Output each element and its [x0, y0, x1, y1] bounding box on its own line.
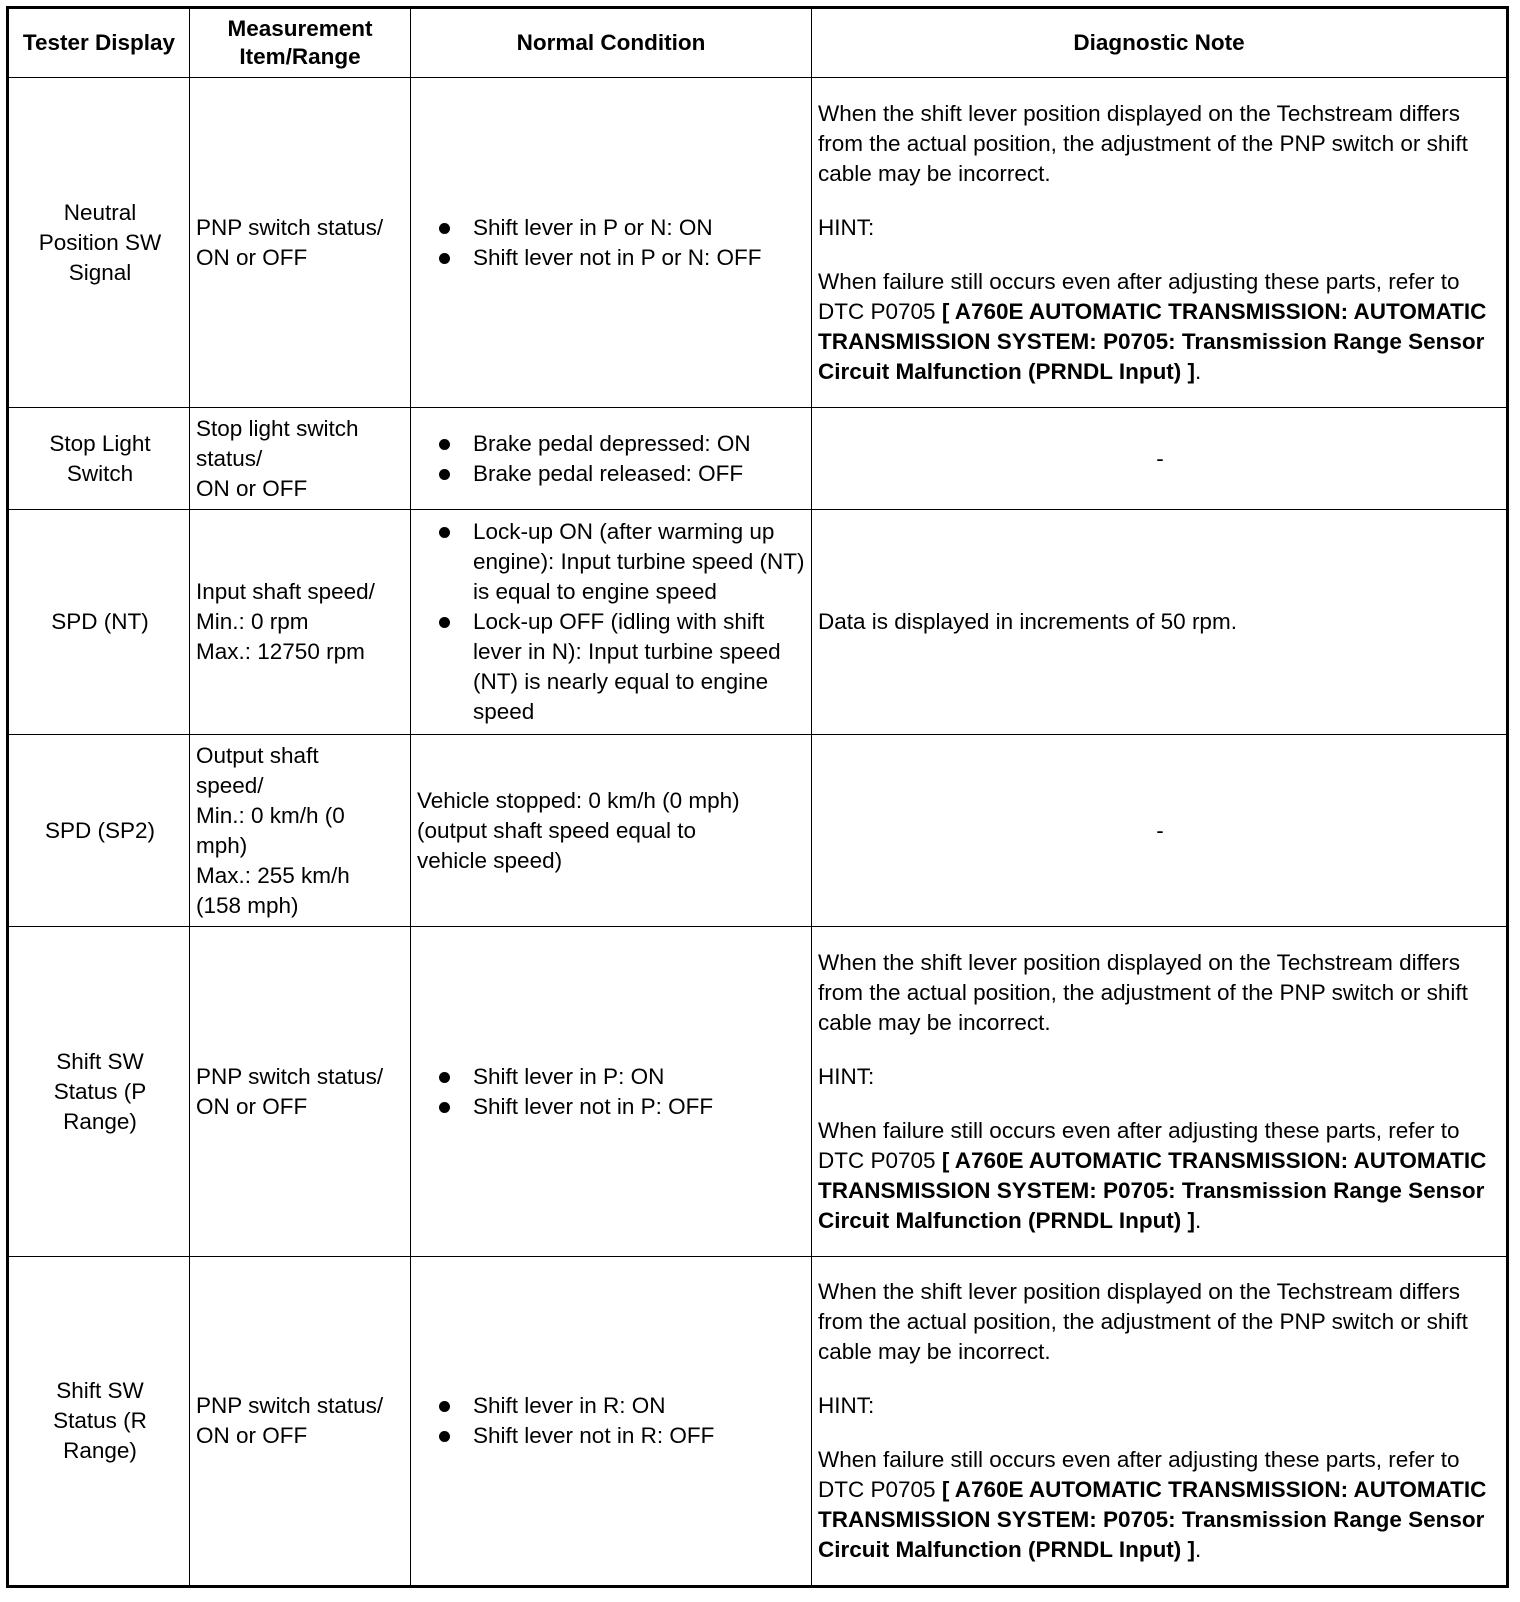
note-paragraph: When the shift lever position displayed on the Techstream differs from the actual position, the adjustment of the PNP switch or shift cable may be incorrect.	[818, 100, 1468, 186]
diagnostic-note-cell: -	[812, 408, 1508, 510]
header-measurement-item-range: Measurement Item/Range	[190, 8, 411, 78]
bullet-icon	[439, 469, 450, 480]
tester-display-cell: SPD (NT)	[8, 510, 190, 735]
condition-item: Shift lever in P: ON	[417, 1062, 807, 1092]
bullet-icon	[439, 223, 450, 234]
tester-display-cell: Shift SW Status (P Range)	[8, 927, 190, 1257]
table-row	[8, 927, 1508, 1257]
condition-item: Shift lever not in R: OFF	[417, 1421, 807, 1451]
condition-item: Lock-up ON (after warming up engine): Input turbine speed (NT) is equal to engine speed	[417, 517, 807, 607]
bullet-icon	[439, 1072, 450, 1083]
bullet-icon	[439, 253, 450, 264]
normal-condition-cell	[411, 1257, 812, 1587]
bullet-icon	[439, 439, 450, 450]
hint-label: HINT:	[818, 1063, 875, 1089]
table-row	[8, 408, 1508, 510]
measurement-cell: PNP switch status/ ON or OFF	[190, 78, 411, 408]
table-row	[8, 78, 1508, 408]
normal-condition-cell	[411, 408, 812, 510]
header-diagnostic-note: Diagnostic Note	[812, 8, 1508, 78]
diagnostic-note-cell: -	[812, 735, 1508, 927]
normal-condition-cell	[411, 78, 812, 408]
normal-condition-cell	[411, 510, 812, 735]
note-paragraph: When the shift lever position displayed on the Techstream differs from the actual position, the adjustment of the PNP switch or shift cable may be incorrect.	[818, 1279, 1468, 1364]
note-paragraph: When the shift lever position displayed on the Techstream differs from the actual position, the adjustment of the PNP switch or shift cable may be incorrect.	[818, 949, 1468, 1035]
bullet-icon	[439, 1431, 450, 1442]
tester-display-cell: Shift SW Status (R Range)	[8, 1257, 190, 1587]
tester-display-cell: Neutral Position SW Signal	[8, 78, 190, 408]
measurement-cell: PNP switch status/ ON or OFF	[190, 927, 411, 1257]
bullet-icon	[439, 617, 450, 628]
normal-condition-cell	[411, 927, 812, 1257]
measurement-cell: Stop light switch status/ ON or OFF	[190, 408, 411, 510]
bullet-icon	[439, 1102, 450, 1113]
header-row	[8, 8, 1508, 78]
diagnostic-note-cell	[812, 927, 1508, 1257]
normal-condition-cell: Vehicle stopped: 0 km/h (0 mph) (output shaft speed equal to vehicle speed)	[411, 735, 812, 927]
diagnostic-note-cell	[812, 78, 1508, 408]
measurement-cell: Output shaft speed/ Min.: 0 km/h (0 mph) Max.: 255 km/h (158 mph)	[190, 735, 411, 927]
condition-item: Lock-up OFF (idling with shift lever in N): Input turbine speed (NT) is nearly equal to engine speed	[417, 607, 807, 727]
tester-display-cell: Stop Light Switch	[8, 408, 190, 510]
diagnostic-note-cell: Data is displayed in increments of 50 rpm.	[812, 510, 1508, 735]
table-row	[8, 510, 1508, 735]
condition-item: Brake pedal released: OFF	[417, 459, 807, 489]
table-row	[8, 1257, 1508, 1587]
note-paragraph: When failure still occurs even after adjusting these parts, refer to DTC P0705 [ A760E AUTOMATIC TRANSMISSION: AUTOMATIC TRANSMISSION SYSTEM: P0705: Transmission Range Sensor Circuit Malfunction (PRNDL Input) ].	[818, 268, 1487, 384]
hint-label: HINT:	[818, 214, 875, 240]
measurement-cell: Input shaft speed/ Min.: 0 rpm Max.: 12750 rpm	[190, 510, 411, 735]
diagnostic-note-cell	[812, 1257, 1508, 1587]
condition-item: Shift lever not in P: OFF	[417, 1092, 807, 1122]
tester-display-cell: SPD (SP2)	[8, 735, 190, 927]
measurement-cell: PNP switch status/ ON or OFF	[190, 1257, 411, 1587]
note-paragraph: When failure still occurs even after adjusting these parts, refer to DTC P0705 [ A760E AUTOMATIC TRANSMISSION: AUTOMATIC TRANSMISSION SYSTEM: P0705: Transmission Range Sensor Circuit Malfunction (PRNDL Input) ].	[818, 1117, 1487, 1233]
note-paragraph: When failure still occurs even after adjusting these parts, refer to DTC P0705 [ A760E AUTOMATIC TRANSMISSION: AUTOMATIC TRANSMISSION SYSTEM: P0705: Transmission Range Sensor Circuit Malfunction (PRNDL Input) ].	[818, 1447, 1487, 1562]
header-tester-display: Tester Display	[8, 8, 190, 78]
data-list-table	[6, 6, 1509, 1588]
data-list-document	[6, 6, 1506, 1588]
condition-item: Shift lever in R: ON	[417, 1391, 807, 1421]
bullet-icon	[439, 527, 450, 538]
header-normal-condition: Normal Condition	[411, 8, 812, 78]
condition-item: Shift lever not in P or N: OFF	[417, 243, 807, 273]
condition-item: Brake pedal depressed: ON	[417, 429, 807, 459]
table-row	[8, 735, 1508, 927]
dtc-reference-link[interactable]: [ A760E AUTOMATIC TRANSMISSION: AUTOMATIC TRANSMISSION SYSTEM: P0705: Transmission Range Sensor Circuit Malfunction (PRNDL Input) ]	[818, 1477, 1487, 1562]
hint-label: HINT:	[818, 1393, 875, 1418]
dtc-reference-link[interactable]: [ A760E AUTOMATIC TRANSMISSION: AUTOMATIC TRANSMISSION SYSTEM: P0705: Transmission Range Sensor Circuit Malfunction (PRNDL Input) ]	[818, 1147, 1487, 1233]
dtc-reference-link[interactable]: [ A760E AUTOMATIC TRANSMISSION: AUTOMATIC TRANSMISSION SYSTEM: P0705: Transmission Range Sensor Circuit Malfunction (PRNDL Input) ]	[818, 298, 1487, 384]
bullet-icon	[439, 1401, 450, 1412]
condition-item: Shift lever in P or N: ON	[417, 213, 807, 243]
